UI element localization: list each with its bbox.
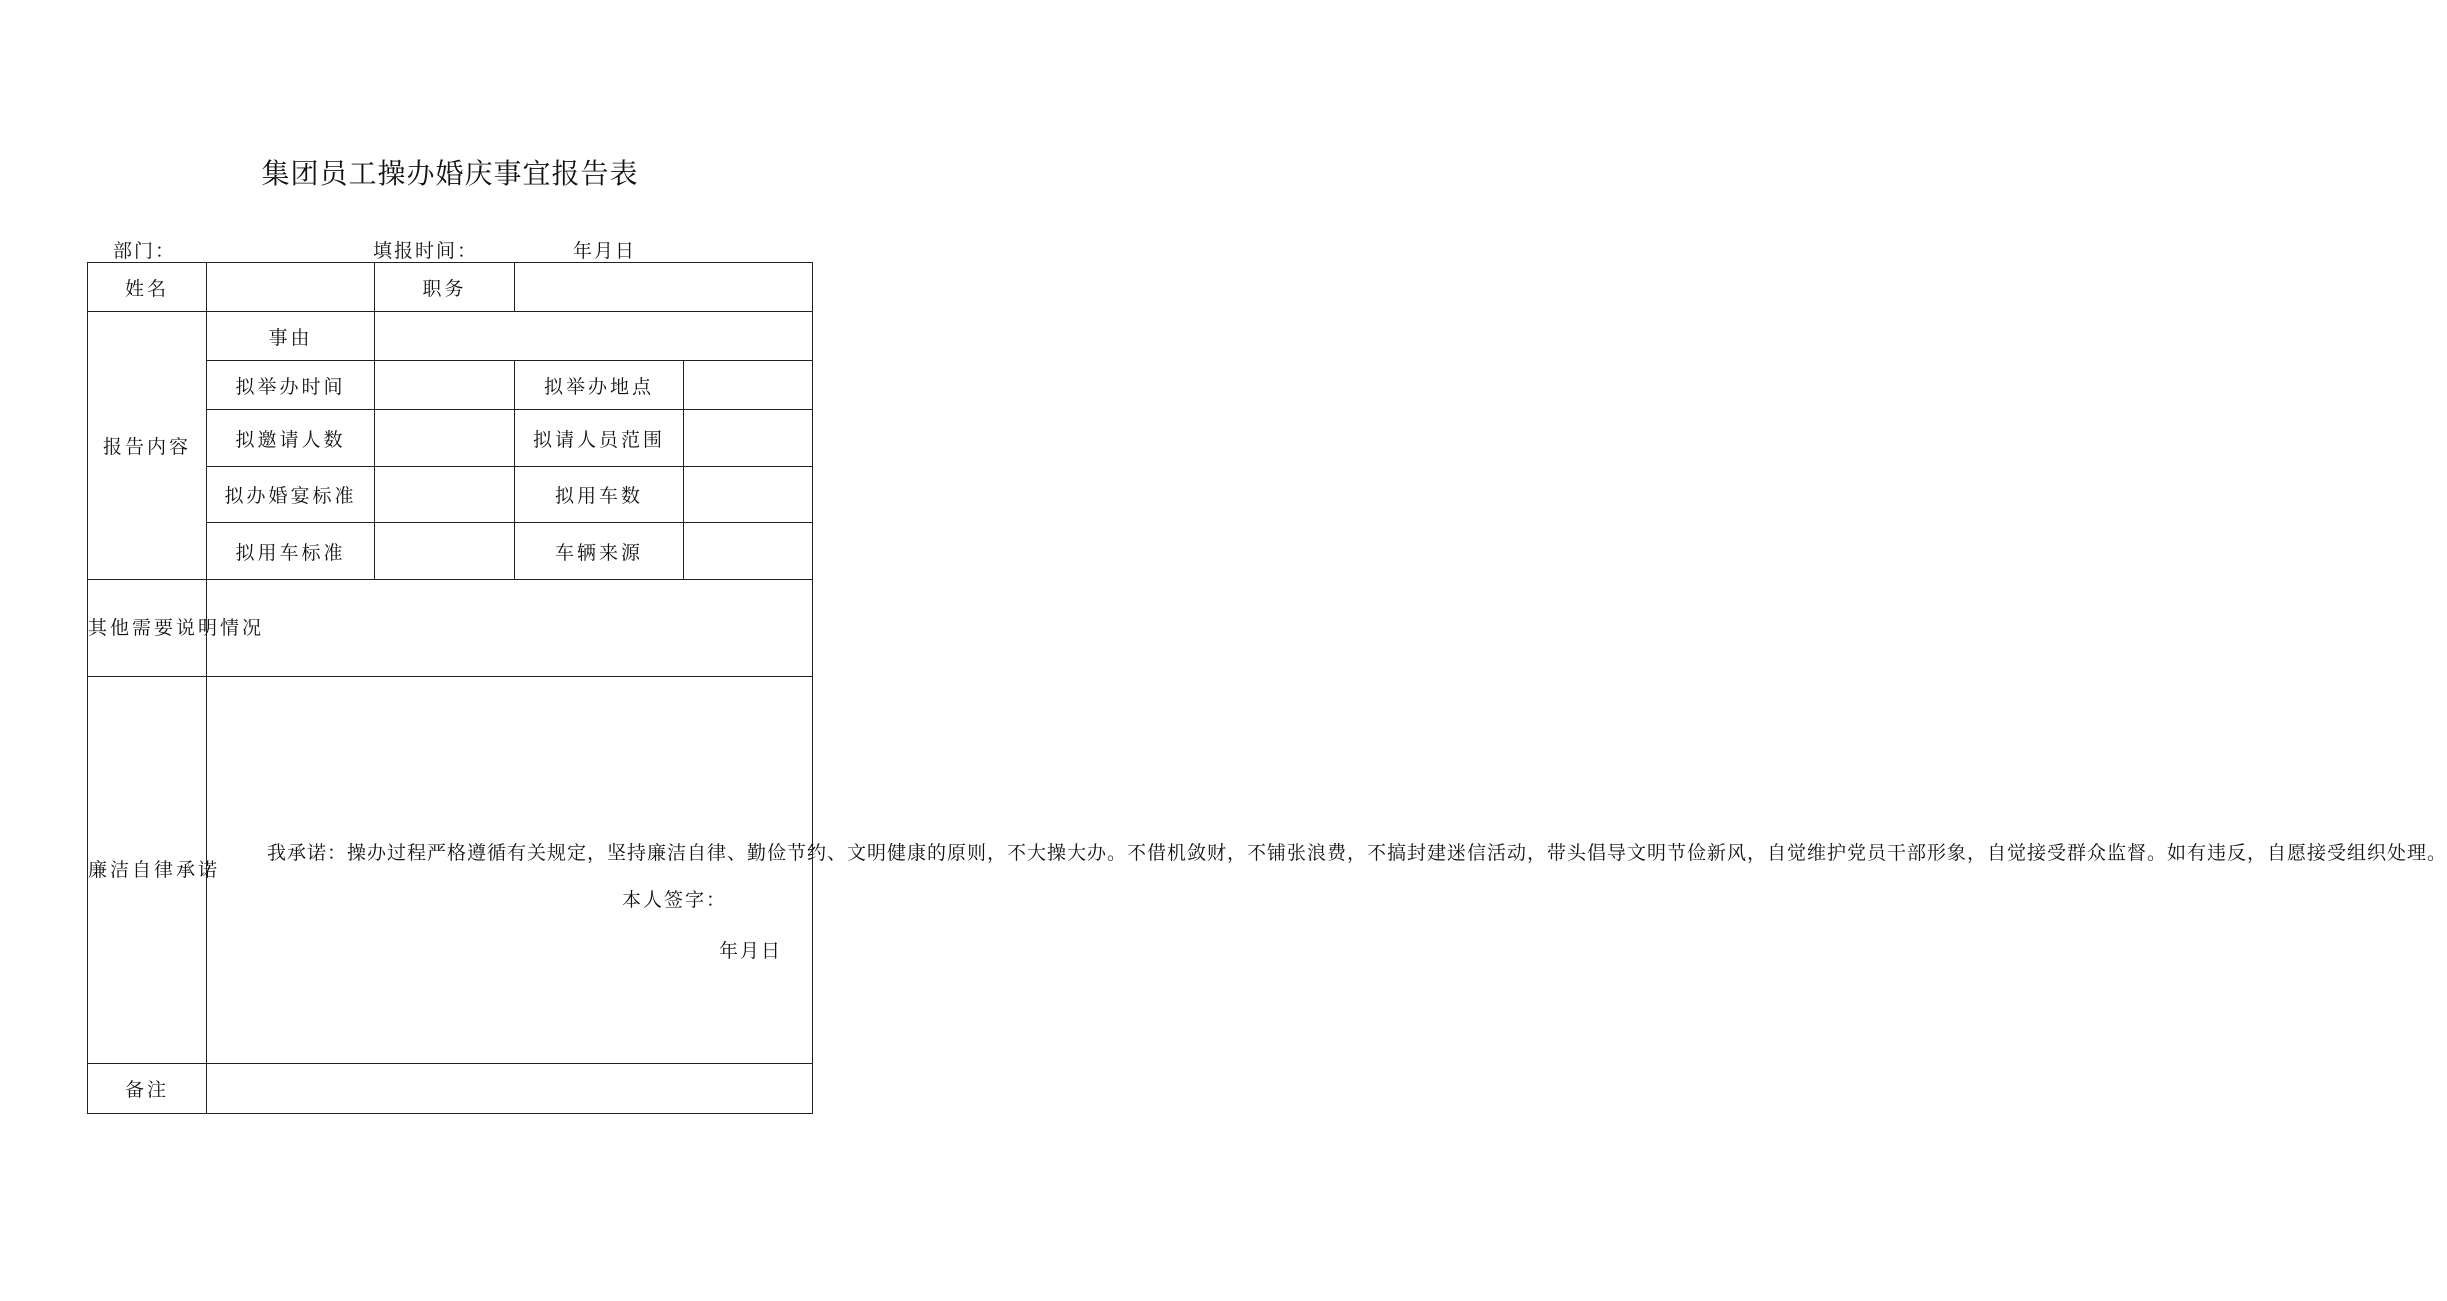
- planned-place-field[interactable]: [684, 361, 813, 410]
- reason-label: 事由: [207, 312, 375, 361]
- remarks-label: 备注: [88, 1064, 207, 1114]
- remarks-field[interactable]: [207, 1064, 813, 1114]
- planned-time-field[interactable]: [375, 361, 515, 410]
- planned-vehicle-count-label: 拟用车数: [515, 467, 684, 523]
- report-content-label: 报告内容: [88, 312, 207, 580]
- planned-guest-scope-field[interactable]: [684, 410, 813, 467]
- department-label: 部门：: [113, 240, 177, 262]
- name-label: 姓名: [88, 263, 207, 312]
- pledge-cell: [207, 677, 2447, 1064]
- name-field[interactable]: [207, 263, 375, 312]
- pledge-text-block: [209, 828, 2447, 879]
- pledge-label: 廉洁自律承诺: [88, 677, 207, 1064]
- planned-banquet-standard-label: 拟办婚宴标准: [207, 467, 375, 523]
- planned-vehicle-standard-label: 拟用车标准: [207, 523, 375, 580]
- report-table: [87, 262, 2447, 1114]
- page-title: 集团员工操办婚庆事宜报告表: [261, 157, 639, 190]
- planned-guest-count-field[interactable]: [375, 410, 515, 467]
- other-notes-field[interactable]: [207, 580, 813, 677]
- planned-guest-count-label: 拟邀请人数: [207, 410, 375, 467]
- vehicle-source-label: 车辆来源: [515, 523, 684, 580]
- planned-vehicle-standard-field[interactable]: [375, 523, 515, 580]
- position-label: 职务: [375, 263, 515, 312]
- planned-vehicle-count-field[interactable]: [684, 467, 813, 523]
- reason-field[interactable]: [375, 312, 813, 361]
- other-notes-label: 其他需要说明情况: [88, 580, 207, 677]
- pledge-text: 我承诺：操办过程严格遵循有关规定，坚持廉洁自律、勤俭节约、文明健康的原则，不大操大办。不借机敛财，不铺张浪费，不搞封建迷信活动，带头倡导文明节俭新风，自觉维护党员干部形象，自觉接受群众监督。如有违反，自愿接受组织处理。: [267, 841, 2447, 864]
- planned-time-label: 拟举办时间: [207, 361, 375, 410]
- fill-time-label: 填报时间：: [373, 240, 479, 262]
- planned-place-label: 拟举办地点: [515, 361, 684, 410]
- vehicle-source-field[interactable]: [684, 523, 813, 580]
- position-field[interactable]: [515, 263, 813, 312]
- planned-guest-scope-label: 拟请人员范围: [515, 410, 684, 467]
- planned-banquet-standard-field[interactable]: [375, 467, 515, 523]
- fill-date-label: 年月日: [573, 240, 637, 262]
- signature-label: 本人签字：: [621, 888, 727, 911]
- signature-date: 年月日: [718, 939, 782, 962]
